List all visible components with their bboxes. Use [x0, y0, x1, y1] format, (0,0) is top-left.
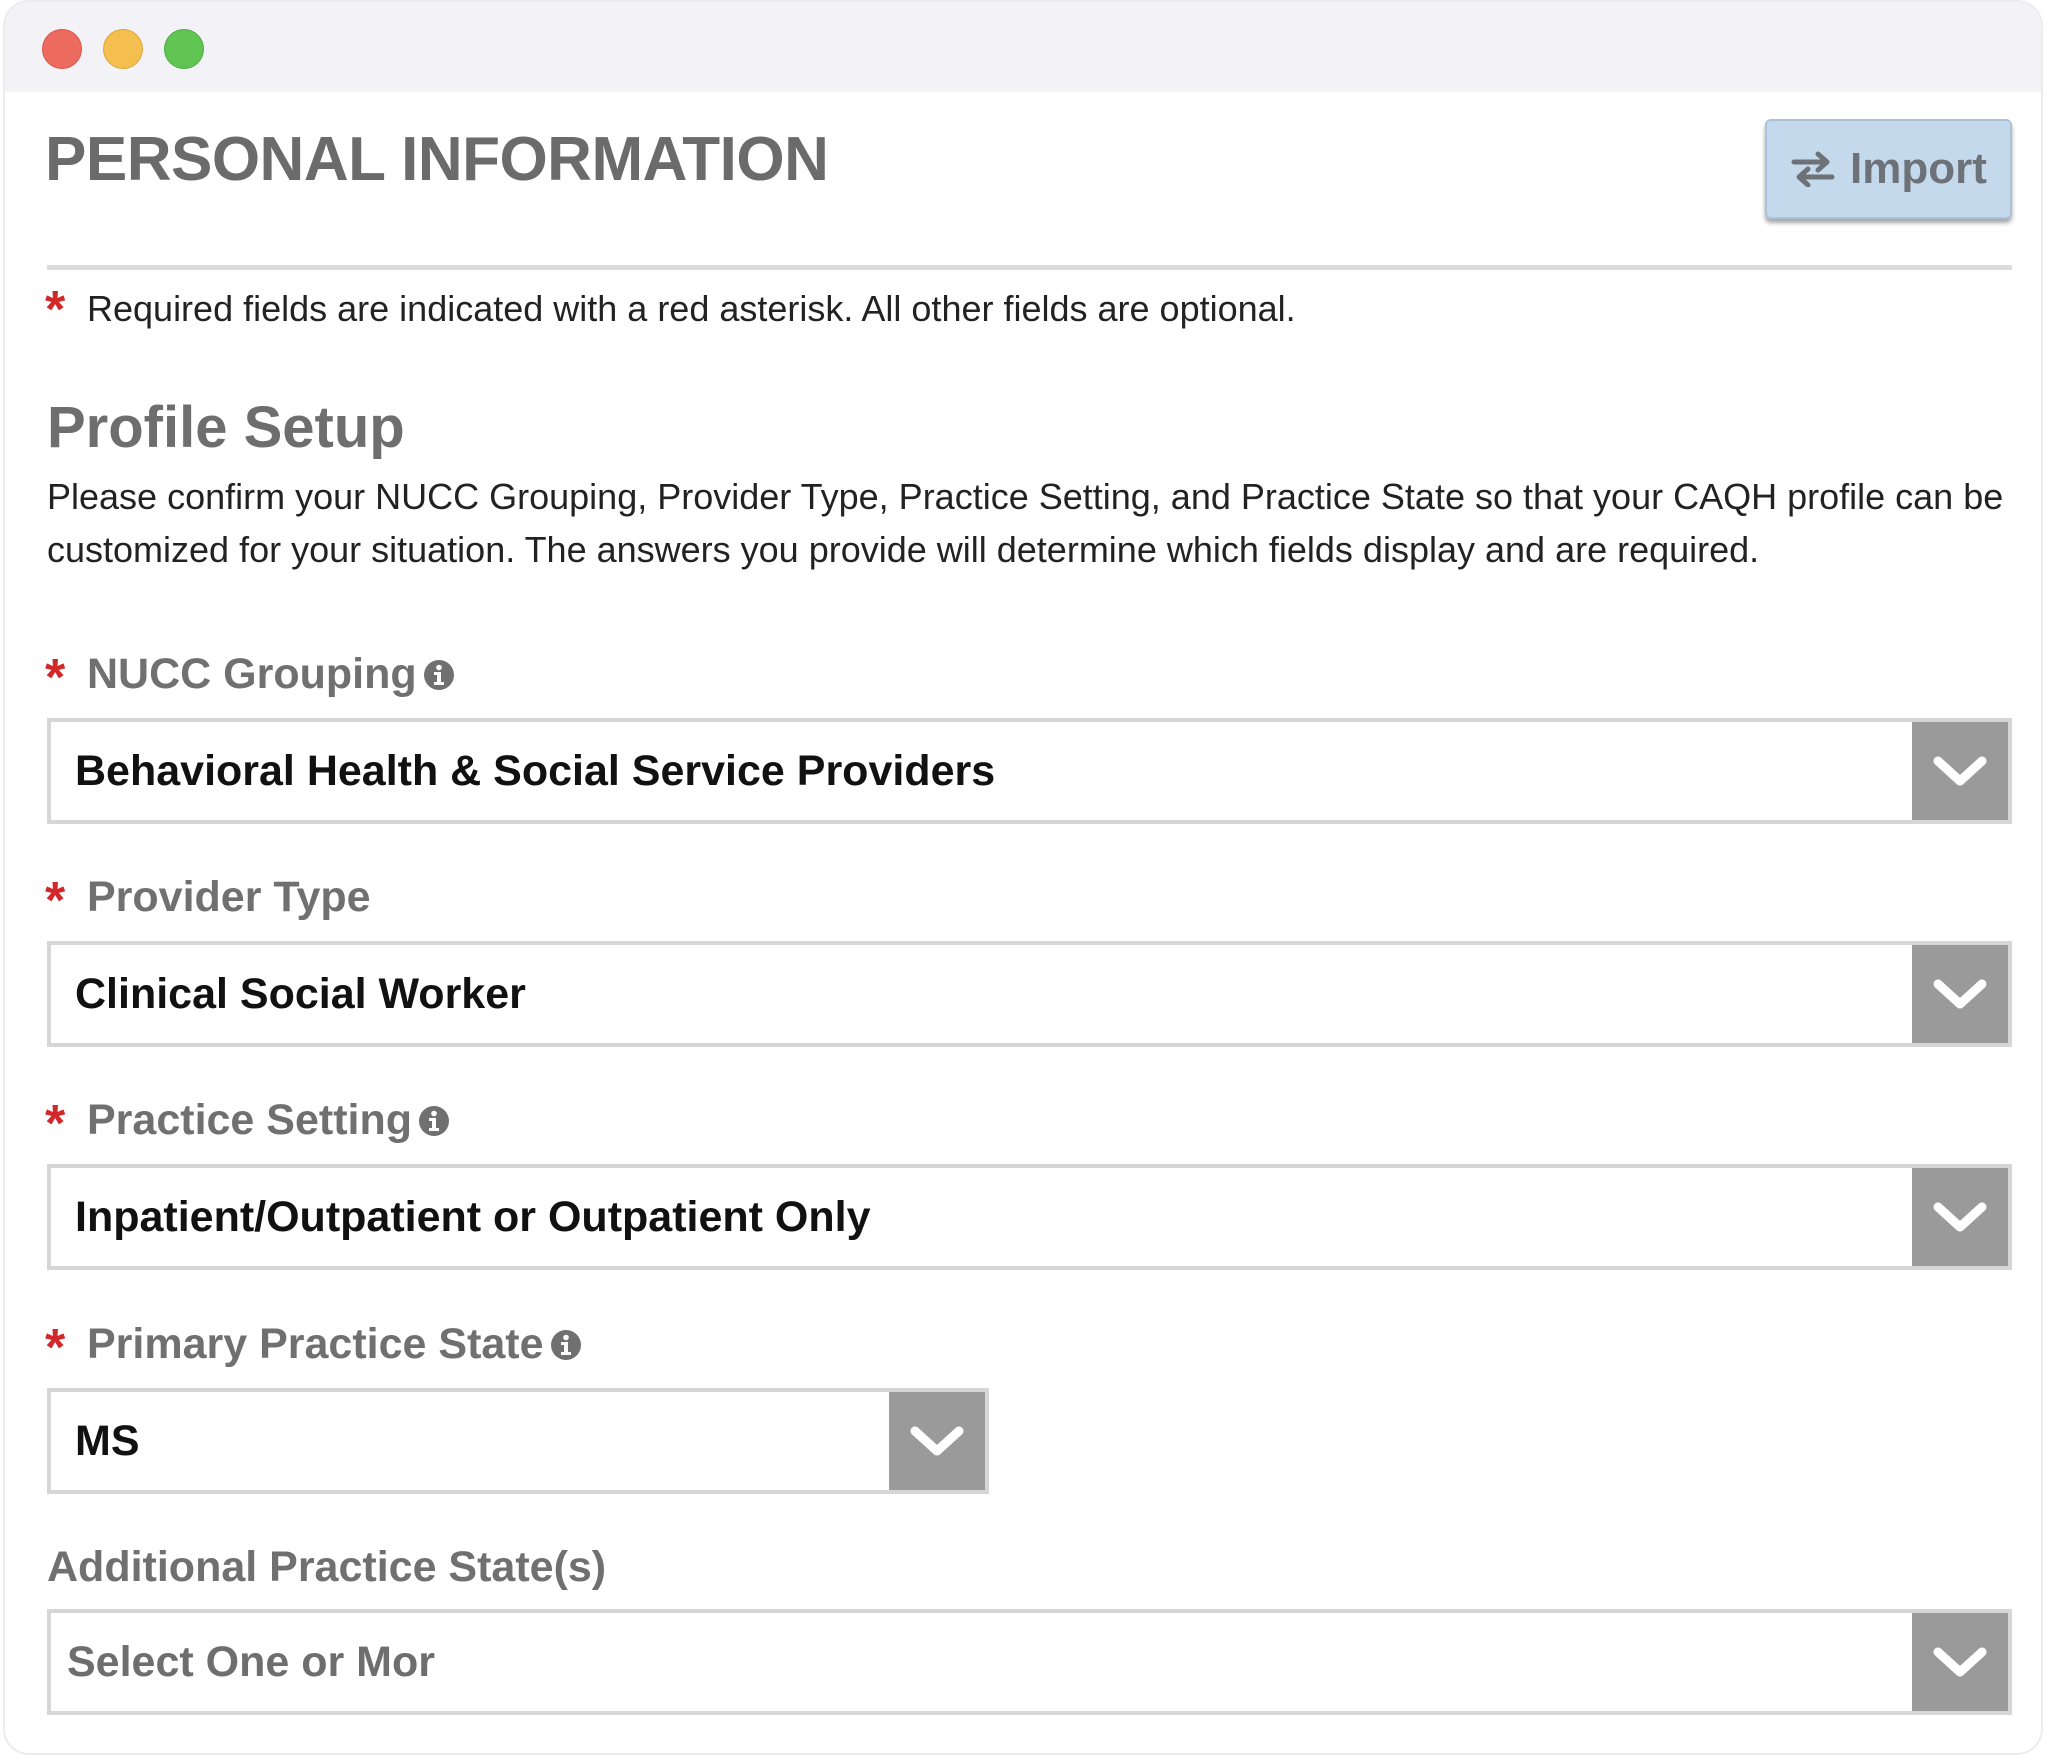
import-button-label: Import	[1850, 144, 1987, 193]
section-description: Please confirm your NUCC Grouping, Provider Type, Practice Setting, and Practice State so that your CAQH profile can be customized for your situation. The answers you provide will determine which fields display and are required.	[47, 476, 2004, 570]
nucc-grouping-label	[87, 650, 455, 699]
required-asterisk: *	[45, 649, 66, 707]
page-title: PERSONAL INFORMATION	[45, 125, 829, 194]
header-divider	[47, 265, 2012, 270]
close-window-button[interactable]	[42, 29, 82, 69]
additional-practice-states-select[interactable]	[47, 1609, 2012, 1715]
app-window	[3, 0, 2043, 1755]
chevron-down-icon	[1930, 1197, 1990, 1237]
practice-setting-value: Inpatient/Outpatient or Outpatient Only	[75, 1193, 871, 1241]
provider-type-select[interactable]	[47, 941, 2012, 1047]
provider-type-label	[87, 873, 371, 922]
swap-arrows-icon	[1790, 151, 1836, 187]
provider-type-value: Clinical Social Worker	[75, 970, 526, 1018]
primary-practice-state-label	[87, 1320, 582, 1369]
required-asterisk: *	[45, 1095, 66, 1153]
provider-type-dropdown-toggle[interactable]	[1912, 945, 2008, 1043]
import-button[interactable]	[1765, 119, 2012, 219]
chevron-down-icon	[1930, 1642, 1990, 1682]
practice-setting-select[interactable]	[47, 1164, 2012, 1270]
required-fields-note: Required fields are indicated with a red asterisk. All other fields are optional.	[87, 288, 1296, 329]
zoom-window-button[interactable]	[164, 29, 204, 69]
primary-practice-state-select[interactable]	[47, 1388, 989, 1494]
primary-practice-state-dropdown-toggle[interactable]	[889, 1392, 985, 1490]
primary-practice-state-value: MS	[75, 1417, 140, 1465]
additional-practice-states-label-text: Additional Practice State(s)	[47, 1543, 607, 1591]
practice-setting-dropdown-toggle[interactable]	[1912, 1168, 2008, 1266]
required-asterisk: *	[45, 281, 66, 339]
primary-practice-state-label-text: Primary Practice State	[87, 1320, 544, 1368]
practice-setting-label	[87, 1096, 450, 1145]
chevron-down-icon	[1930, 974, 1990, 1014]
info-icon[interactable]	[418, 1105, 450, 1137]
nucc-grouping-label-text: NUCC Grouping	[87, 650, 417, 698]
provider-type-label-text: Provider Type	[87, 873, 371, 921]
practice-setting-label-text: Practice Setting	[87, 1096, 412, 1144]
required-asterisk: *	[45, 1319, 66, 1377]
additional-practice-states-placeholder[interactable]: Select One or Mor	[67, 1638, 435, 1686]
title-bar	[5, 2, 2041, 92]
nucc-grouping-value: Behavioral Health & Social Service Providers	[75, 747, 996, 795]
section-title: Profile Setup	[47, 395, 405, 460]
info-icon[interactable]	[423, 659, 455, 691]
additional-practice-states-dropdown-toggle[interactable]	[1912, 1613, 2008, 1711]
required-asterisk: *	[45, 872, 66, 930]
additional-practice-states-label	[47, 1543, 606, 1592]
info-icon[interactable]	[550, 1329, 582, 1361]
nucc-grouping-select[interactable]	[47, 718, 2012, 824]
minimize-window-button[interactable]	[103, 29, 143, 69]
chevron-down-icon	[1930, 751, 1990, 791]
chevron-down-icon	[907, 1421, 967, 1461]
nucc-grouping-dropdown-toggle[interactable]	[1912, 722, 2008, 820]
